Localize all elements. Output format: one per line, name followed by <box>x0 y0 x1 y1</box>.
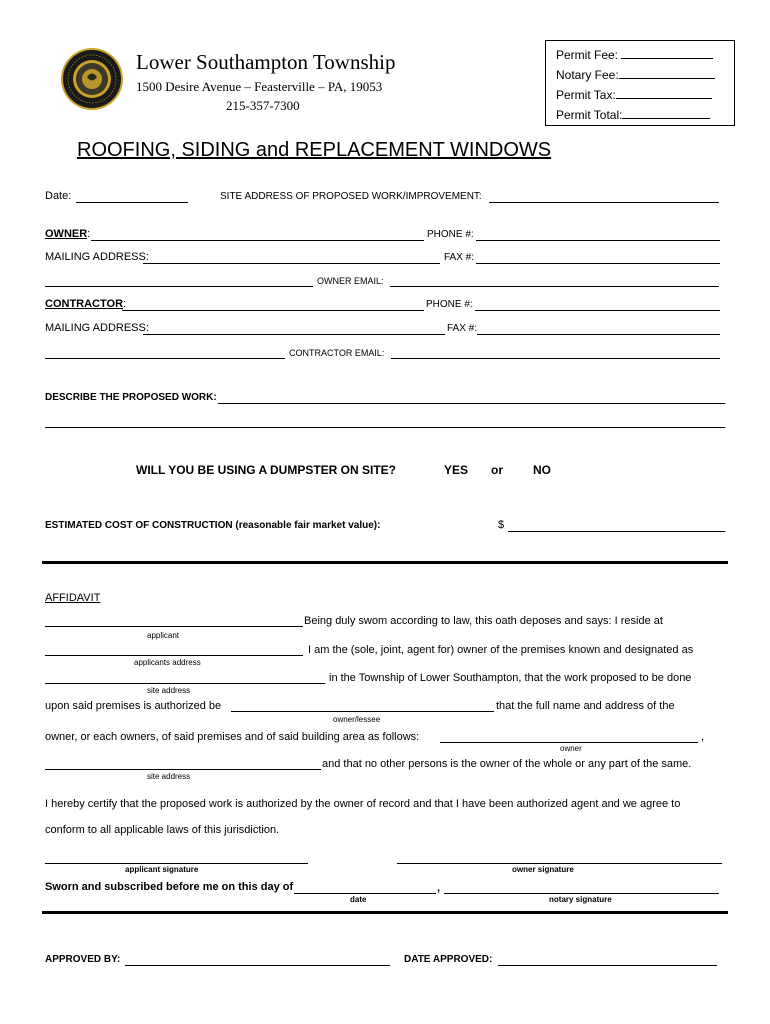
notary-signature-field[interactable] <box>444 893 719 894</box>
describe-work-field[interactable] <box>218 403 725 404</box>
owner-label-row <box>45 228 90 240</box>
permit-tax-label: Permit Tax: <box>556 88 616 102</box>
owner-label: OWNER <box>45 228 88 240</box>
describe-work-field-2[interactable] <box>45 427 725 428</box>
owner-colon: : <box>87 228 91 240</box>
certify-line-1: I hereby certify that the proposed work is authorized by the owner of record and that I have been authorized agent and we agree to <box>45 798 681 810</box>
affidavit-line-5-comma: , <box>701 731 705 743</box>
applicant-field[interactable] <box>45 626 303 627</box>
owner-mailing-field-2[interactable] <box>45 286 313 287</box>
owner-lessee-caption: owner/lessee <box>333 715 381 724</box>
notary-fee-label: Notary Fee: <box>556 68 619 82</box>
owner-fax-label: FAX #: <box>444 252 475 263</box>
sworn-label: Sworn and subscribed before me on this day of <box>45 881 294 893</box>
permit-total-row <box>556 105 734 125</box>
permit-tax-field[interactable] <box>616 88 712 99</box>
contractor-label-row <box>45 298 126 310</box>
contractor-mailing-label: MAILING ADDRESS: <box>45 322 149 334</box>
bottom-divider <box>42 911 728 914</box>
affidavit-line-5: owner, or each owners, of said premises and of said building area as follows: <box>45 731 420 743</box>
owner-fax-field[interactable] <box>476 263 720 264</box>
contractor-mailing-field-2[interactable] <box>45 358 285 359</box>
owner-names-field[interactable] <box>440 742 698 743</box>
owner-email-field[interactable] <box>390 286 719 287</box>
contractor-phone-field[interactable] <box>475 310 720 311</box>
owner-name-field[interactable] <box>91 240 424 241</box>
affidavit-line-4a: upon said premises is authorized be <box>45 700 222 712</box>
dumpster-question: WILL YOU BE USING A DUMPSTER ON SITE? <box>136 463 397 477</box>
sworn-comma: , <box>437 882 441 894</box>
dumpster-no[interactable]: NO <box>533 463 551 477</box>
approved-by-field[interactable] <box>125 965 390 966</box>
sworn-date-field[interactable] <box>294 893 436 894</box>
site-address-caption: site address <box>147 686 191 695</box>
applicant-address-field[interactable] <box>45 655 303 656</box>
site-address-field-2[interactable] <box>45 769 321 770</box>
contractor-phone-label: PHONE #: <box>426 299 473 310</box>
contractor-email-label: CONTRACTOR EMAIL: <box>289 348 385 358</box>
dollar-sign: $ <box>498 519 505 531</box>
site-address-field[interactable] <box>489 202 719 203</box>
township-seal <box>60 47 124 111</box>
date-field[interactable] <box>76 202 188 203</box>
owner-caption: owner <box>560 744 582 753</box>
approved-by-label: APPROVED BY: <box>45 954 121 965</box>
org-name: Lower Southampton Township <box>136 50 396 74</box>
date-approved-field[interactable] <box>498 965 717 966</box>
applicant-signature-caption: applicant signature <box>125 865 199 874</box>
org-phone: 215-357-7300 <box>226 98 300 113</box>
date-approved-label: DATE APPROVED: <box>404 954 493 965</box>
applicant-signature-field[interactable] <box>45 863 308 864</box>
owner-phone-field[interactable] <box>476 240 720 241</box>
permit-fee-field[interactable] <box>621 48 713 59</box>
dumpster-yes[interactable]: YES <box>444 463 469 477</box>
site-address-caption-2: site address <box>147 772 191 781</box>
owner-signature-field[interactable] <box>397 863 722 864</box>
affidavit-line-6: and that no other persons is the owner of the whole or any part of the same. <box>322 758 692 770</box>
date-label: Date: <box>45 190 72 202</box>
owner-mailing-label: MAILING ADDRESS: <box>45 251 149 263</box>
affidavit-line-1: Being duly swom according to law, this oath deposes and says: I reside at <box>304 615 663 627</box>
contractor-mailing-field[interactable] <box>143 334 445 335</box>
contractor-email-field[interactable] <box>391 358 720 359</box>
contractor-colon: : <box>123 298 127 310</box>
permit-total-label: Permit Total: <box>556 108 623 122</box>
section-divider <box>42 561 728 564</box>
notary-fee-row <box>556 65 734 85</box>
certify-line-2: conform to all applicable laws of this jurisdiction. <box>45 824 280 836</box>
applicant-caption: applicant <box>147 631 180 640</box>
owner-signature-caption: owner signature <box>512 865 574 874</box>
affidavit-line-3: in the Township of Lower Southampton, that the work proposed to be done <box>329 672 692 684</box>
owner-mailing-field[interactable] <box>143 263 440 264</box>
contractor-name-field[interactable] <box>122 310 424 311</box>
contractor-fax-label: FAX #: <box>447 323 478 334</box>
fee-box <box>545 40 735 126</box>
org-address: 1500 Desire Avenue – Feasterville – PA, 19053 <box>136 79 383 94</box>
site-address-label: SITE ADDRESS OF PROPOSED WORK/IMPROVEMENT: <box>220 191 482 202</box>
site-address-affidavit-field[interactable] <box>45 683 325 684</box>
affidavit-line-4b: that the full name and address of the <box>496 700 675 712</box>
permit-fee-label: Permit Fee: <box>556 48 622 62</box>
owner-lessee-field[interactable] <box>231 711 494 712</box>
affidavit-heading: AFFIDAVIT <box>45 592 101 604</box>
applicants-address-caption: applicants address <box>134 658 201 667</box>
permit-tax-row <box>556 85 734 105</box>
contractor-label: CONTRACTOR <box>45 298 124 310</box>
contractor-fax-field[interactable] <box>477 334 720 335</box>
est-cost-field[interactable] <box>508 531 725 532</box>
owner-email-label: OWNER EMAIL: <box>317 276 384 286</box>
permit-total-field[interactable] <box>622 108 710 119</box>
permit-fee-row <box>556 45 734 65</box>
form-title: ROOFING, SIDING and REPLACEMENT WINDOWS <box>77 139 552 161</box>
notary-signature-caption: notary signature <box>549 895 612 904</box>
dumpster-or: or <box>491 463 503 477</box>
owner-phone-label: PHONE #: <box>427 229 474 240</box>
notary-fee-field[interactable] <box>619 68 715 79</box>
est-cost-label: ESTIMATED COST OF CONSTRUCTION (reasonable fair market value): <box>45 520 381 531</box>
date-caption: date <box>350 895 367 904</box>
affidavit-line-2: I am the (sole, joint, agent for) owner of the premises known and designated as <box>308 644 694 656</box>
describe-work-label: DESCRIBE THE PROPOSED WORK: <box>45 392 217 403</box>
